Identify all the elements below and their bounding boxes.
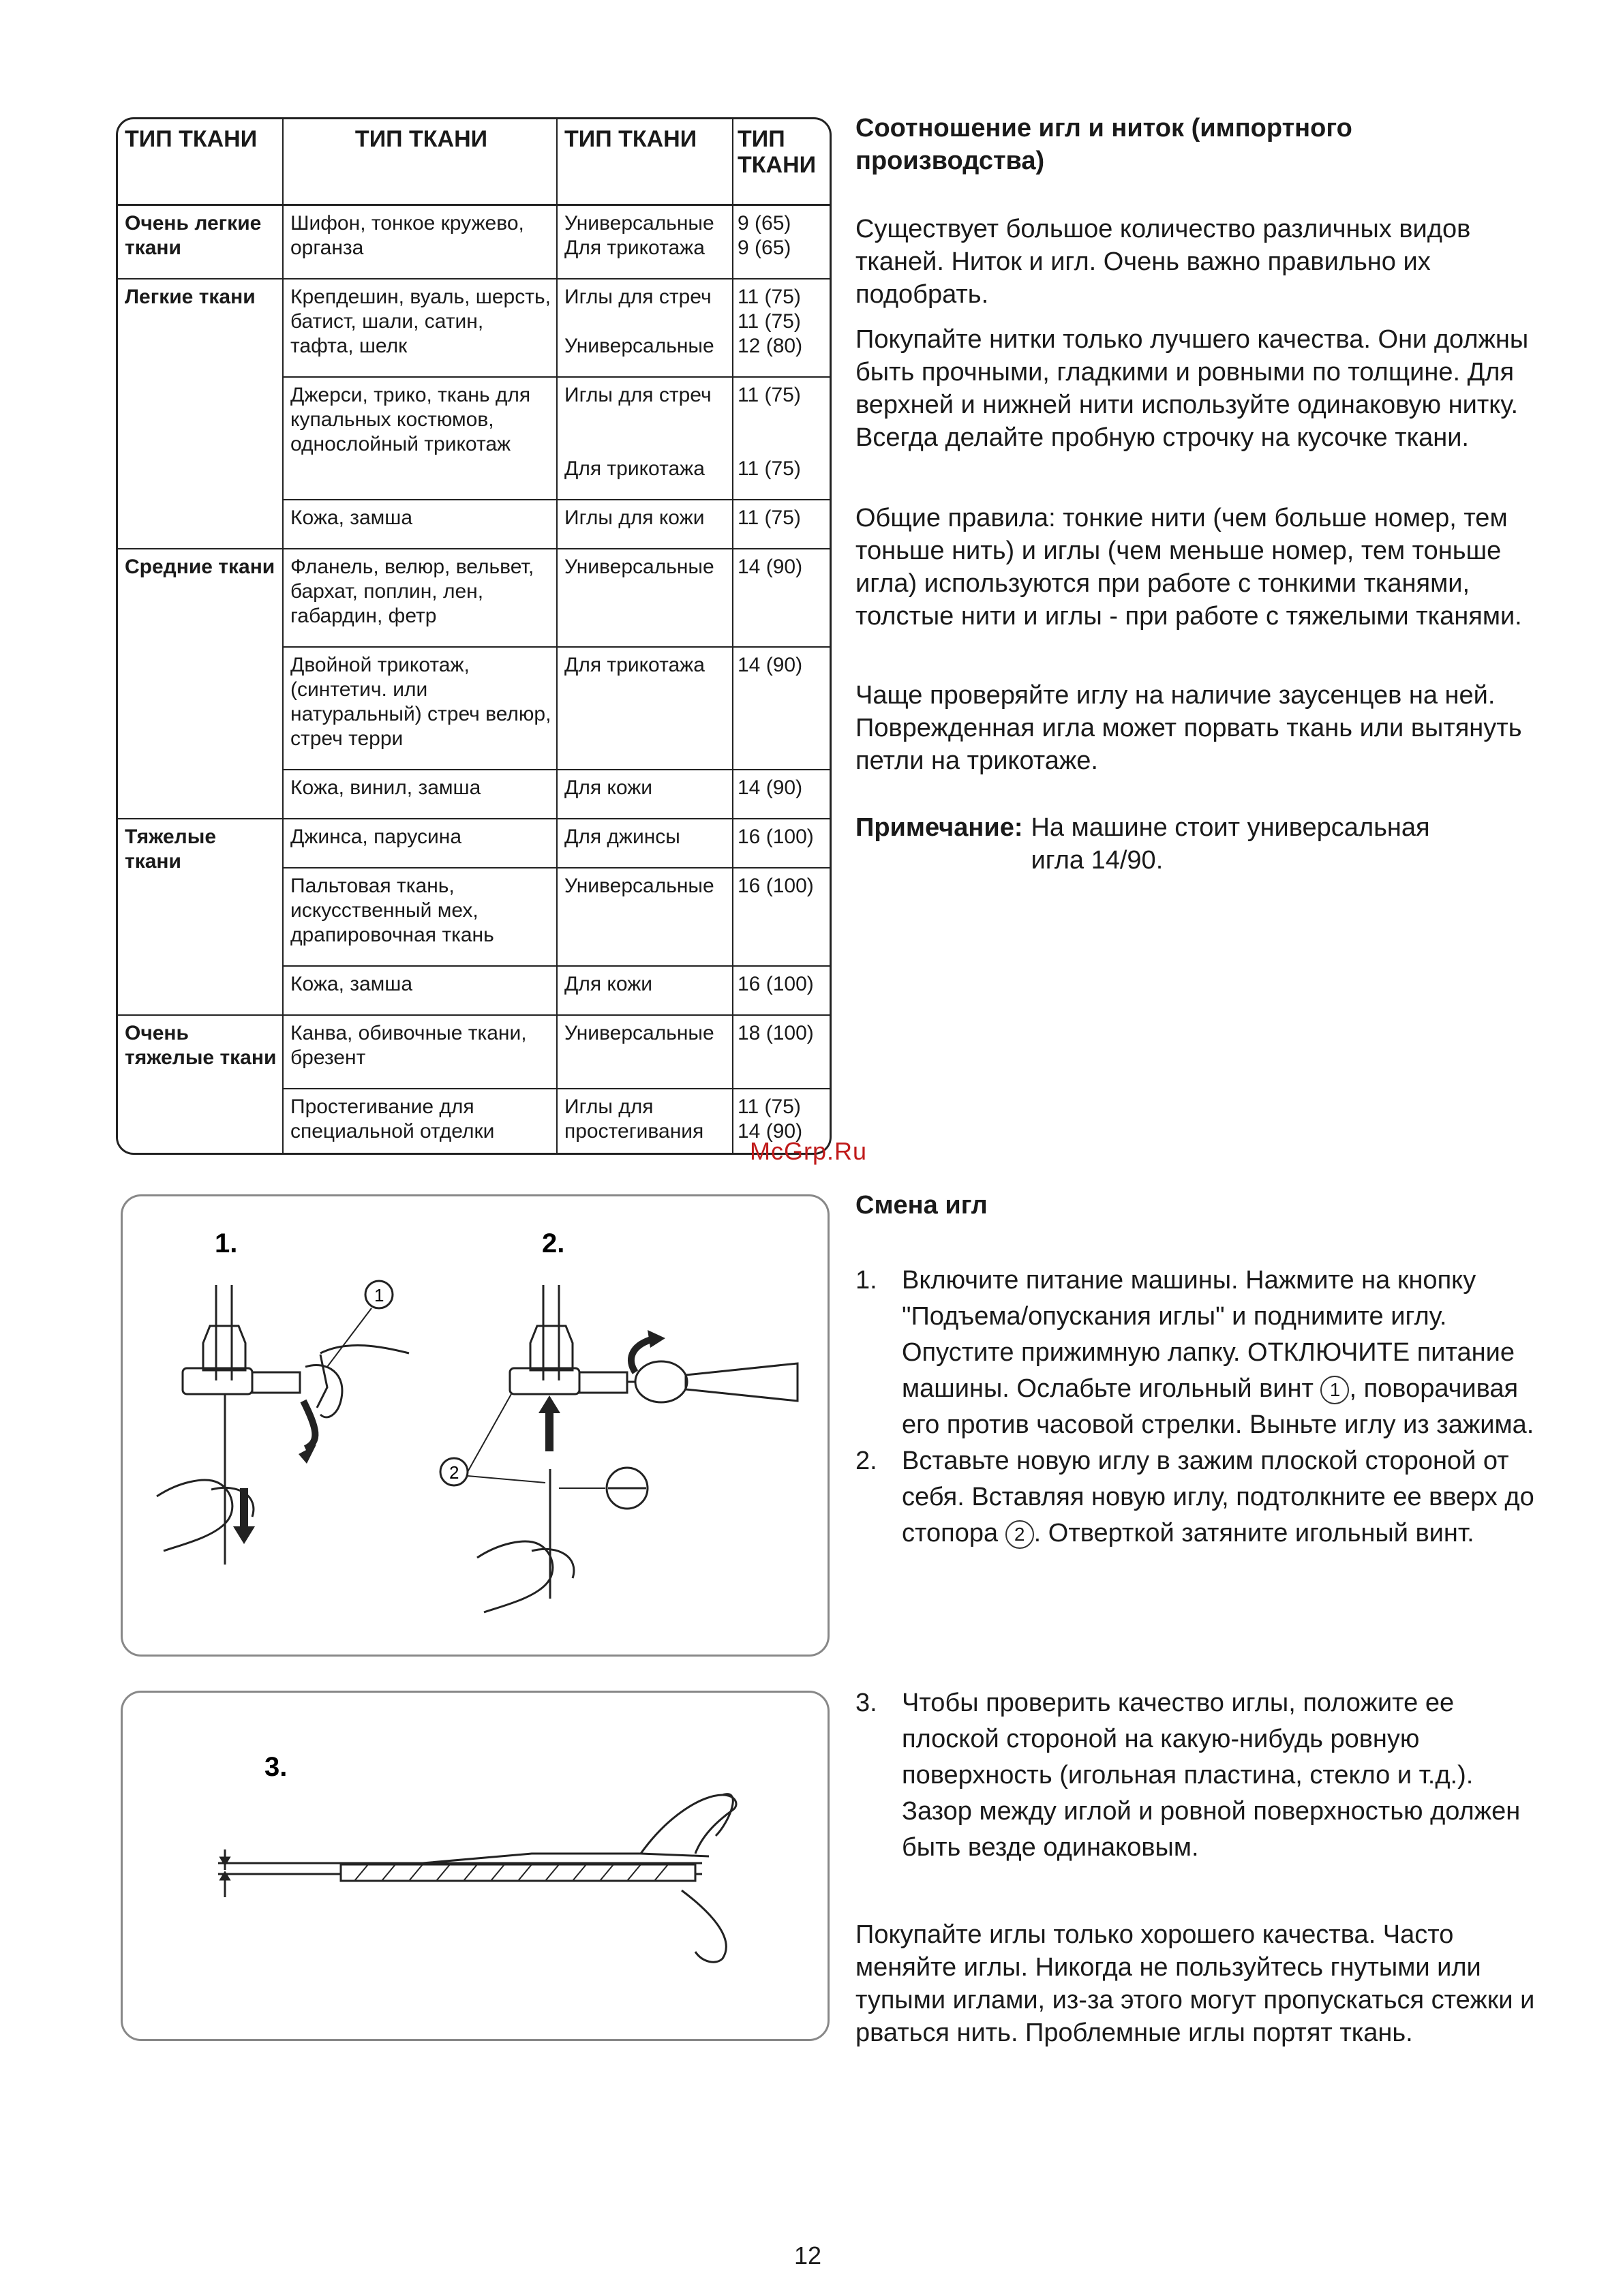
steps-list [855,1263,1537,1552]
step-text-part: . Отверткой затяните игольный винт. [1033,1519,1474,1547]
section-title-needles-threads: Соотношение игл и ниток (импортного производства) [855,114,1352,175]
figure-label: 1. [215,1228,238,1258]
header-cell: ТИП ТКАНИ [283,119,557,205]
hand-icon [157,1345,409,1551]
fabric-cell: Канва, обивочные ткани, брезент [283,1015,557,1089]
step-text [902,1263,1537,1443]
paragraph: Покупайте нитки только лучшего качества. Они должны быть прочными, гладкими и ровными по толщине. Для верхней и нижней нити используйте одинаковую нитку. Всегда делайте пробную строчку на кусочке ткани. [855,325,1529,452]
step-text [902,1443,1537,1552]
table-row [118,205,830,279]
size-cell: 11 (75) [733,500,830,549]
fabric-cell: Простегивание для специальной отделки [283,1089,557,1154]
callout-leader [468,1394,511,1472]
category-cell: Очень тяжелые ткани [118,1015,283,1154]
fabric-cell: Крепдешин, вуаль, шерсть, батист, шали, сатин, тафта, шелк [283,279,557,377]
needle-cell: Для трикотажа [557,647,733,770]
size-cell: 14 (90) [733,770,830,819]
fabric-cell: Пальтовая ткань, искусственный мех, драпировочная ткань [283,868,557,966]
figure-frame-needle-change [121,1194,830,1657]
list-item [855,1443,1537,1552]
step-number: 3. [855,1689,877,1717]
needle-change-illustration [123,1196,828,1655]
size-cell: 9 (65) 9 (65) [733,205,830,279]
fabric-cell: Двойной трикотаж, (синтетич. или натуральный) стреч велюр, стреч терри [283,647,557,770]
needle-cell: Иглы для кожи [557,500,733,549]
fabric-cell: Кожа, замша [283,966,557,1015]
page-number: 12 [794,2241,822,2269]
table-row [118,1015,830,1089]
step-text: Чтобы проверить качество иглы, положите ее плоской стороной на какую-нибудь ровную поверхность (игольная пластина, стекло и т.д.). Зазор между иглой и ровной поверхностью должен быть везде одинаковым. [902,1689,1521,1862]
size-cell: 16 (100) [733,966,830,1015]
fabric-cell: Джинса, парусина [283,819,557,868]
rotate-arrow-icon [303,1401,315,1449]
size-cell: 16 (100) [733,819,830,868]
needle-cell: Иглы для простегивания [557,1089,733,1154]
paragraph: Общие правила: тонкие нити (чем больше номер, тем тоньше нить) и иглы (чем меньше номер, тем тоньше игла) используются при работе с тонкими тканями, толстые нити и иглы - при работе с тяжелыми тканями. [855,504,1522,631]
size-cell: 11 (75) 11 (75) [733,377,830,500]
paragraph: Существует большое количество различных видов тканей. Ниток и игл. Очень важно правильно их подобрать. [855,215,1471,309]
category-cell: Очень легкие ткани [118,205,283,279]
size-cell: 11 (75) 11 (75) 12 (80) [733,279,830,377]
watermark: McGrp.Ru [750,1137,868,1165]
callout-label: 1 [374,1285,384,1305]
fabric-cell: Шифон, тонкое кружево, органза [283,205,557,279]
needle-check-illustration [123,1693,828,2039]
callout-2-icon: 2 [1005,1520,1034,1549]
header-cell: ТИП ТКАНИ [557,119,733,205]
step-text-part: , поворачивая его против часовой стрелки. Выньте иглу из зажима. [902,1374,1534,1439]
needle-cell: Иглы для стреч Для трикотажа [557,377,733,500]
section-title-change-needle: Смена игл [855,1191,988,1220]
needle-cell: Универсальные Для трикотажа [557,205,733,279]
needle-cell: Для кожи [557,966,733,1015]
rotate-arrow-icon [631,1340,651,1372]
machine-needle-bar-icon [510,1285,627,1599]
screwdriver-icon [627,1361,798,1402]
table-row [118,549,830,647]
size-cell: 14 (90) [733,647,830,770]
table-row [118,279,830,377]
callout-leader [468,1476,545,1483]
paragraph: Покупайте иглы только хорошего качества. Часто меняйте иглы. Никогда не пользуйтесь гнутыми или тупыми иглами, из-за этого могут пропускаться стежки и рваться нить. Проблемные иглы портят ткань. [855,1920,1535,2047]
paragraph: Чаще проверяйте иглу на наличие заусенцев на ней. Поврежденная игла может порвать ткань или вытянуть петли на трикотаже. [855,681,1522,775]
category-cell: Тяжелые ткани [118,819,283,1015]
header-cell: ТИП ТКАНИ [733,119,830,205]
size-cell: 14 (90) [733,549,830,647]
step-text-part: Вставьте новую иглу в зажим плоской стороной от себя. Вставляя новую иглу, подтолкните ее вверх до стопора [902,1447,1534,1547]
category-cell: Легкие ткани [118,279,283,549]
size-cell: 16 (100) [733,868,830,966]
up-arrow-icon [539,1395,560,1451]
callout-label: 2 [449,1462,459,1483]
step-text-part: Включите питание машины. Нажмите на кнопку "Подъема/опускания иглы" и поднимите иглу. Опустите прижимную лапку. ОТКЛЮЧИТЕ питание машины. Ослабьте игольный винт [902,1266,1515,1403]
note-label: Примечание: [855,813,1023,842]
table-header-row [118,119,830,205]
category-cell: Средние ткани [118,549,283,819]
table-row [118,819,830,868]
figure-label: 3. [264,1752,288,1782]
header-cell: ТИП ТКАНИ [118,119,283,205]
hand-icon [477,1541,574,1612]
callout-1-icon: 1 [1320,1376,1349,1404]
needle-cell: Иглы для стреч Универсальные [557,279,733,377]
list-item [855,1263,1537,1443]
fabric-cell: Фланель, велюр, вельвет, бархат, поплин, лен, габардин, фетр [283,549,557,647]
step-number: 1. [855,1266,877,1295]
callout-leader [327,1308,371,1367]
fabric-cell: Кожа, винил, замша [283,770,557,819]
needle-cell: Для кожи [557,770,733,819]
size-cell: 18 (100) [733,1015,830,1089]
size-cell: 11 (75) 14 (90) [738,1095,803,1143]
arrow-head-icon [648,1330,665,1348]
note-text: На машине стоит универсальная игла 14/90. [1031,813,1430,875]
fabric-cell: Кожа, замша [283,500,557,549]
needle-cell: Универсальные [557,549,733,647]
fabric-cell: Джерси, трико, ткань для купальных костюмов, однослойный трикотаж [283,377,557,500]
figure-label: 2. [542,1228,565,1258]
note [855,811,1537,877]
needle-thread-table [116,117,832,1155]
needle-icon [423,1854,709,1863]
needle-cell: Универсальные [557,1015,733,1089]
step-number: 2. [855,1447,877,1475]
needle-cell: Для джинсы [557,819,733,868]
fabric-table [118,119,830,1154]
figure-frame-needle-check [121,1691,830,2041]
steps-list [855,1685,1537,1866]
list-item [855,1685,1537,1866]
needle-cell: Универсальные [557,868,733,966]
